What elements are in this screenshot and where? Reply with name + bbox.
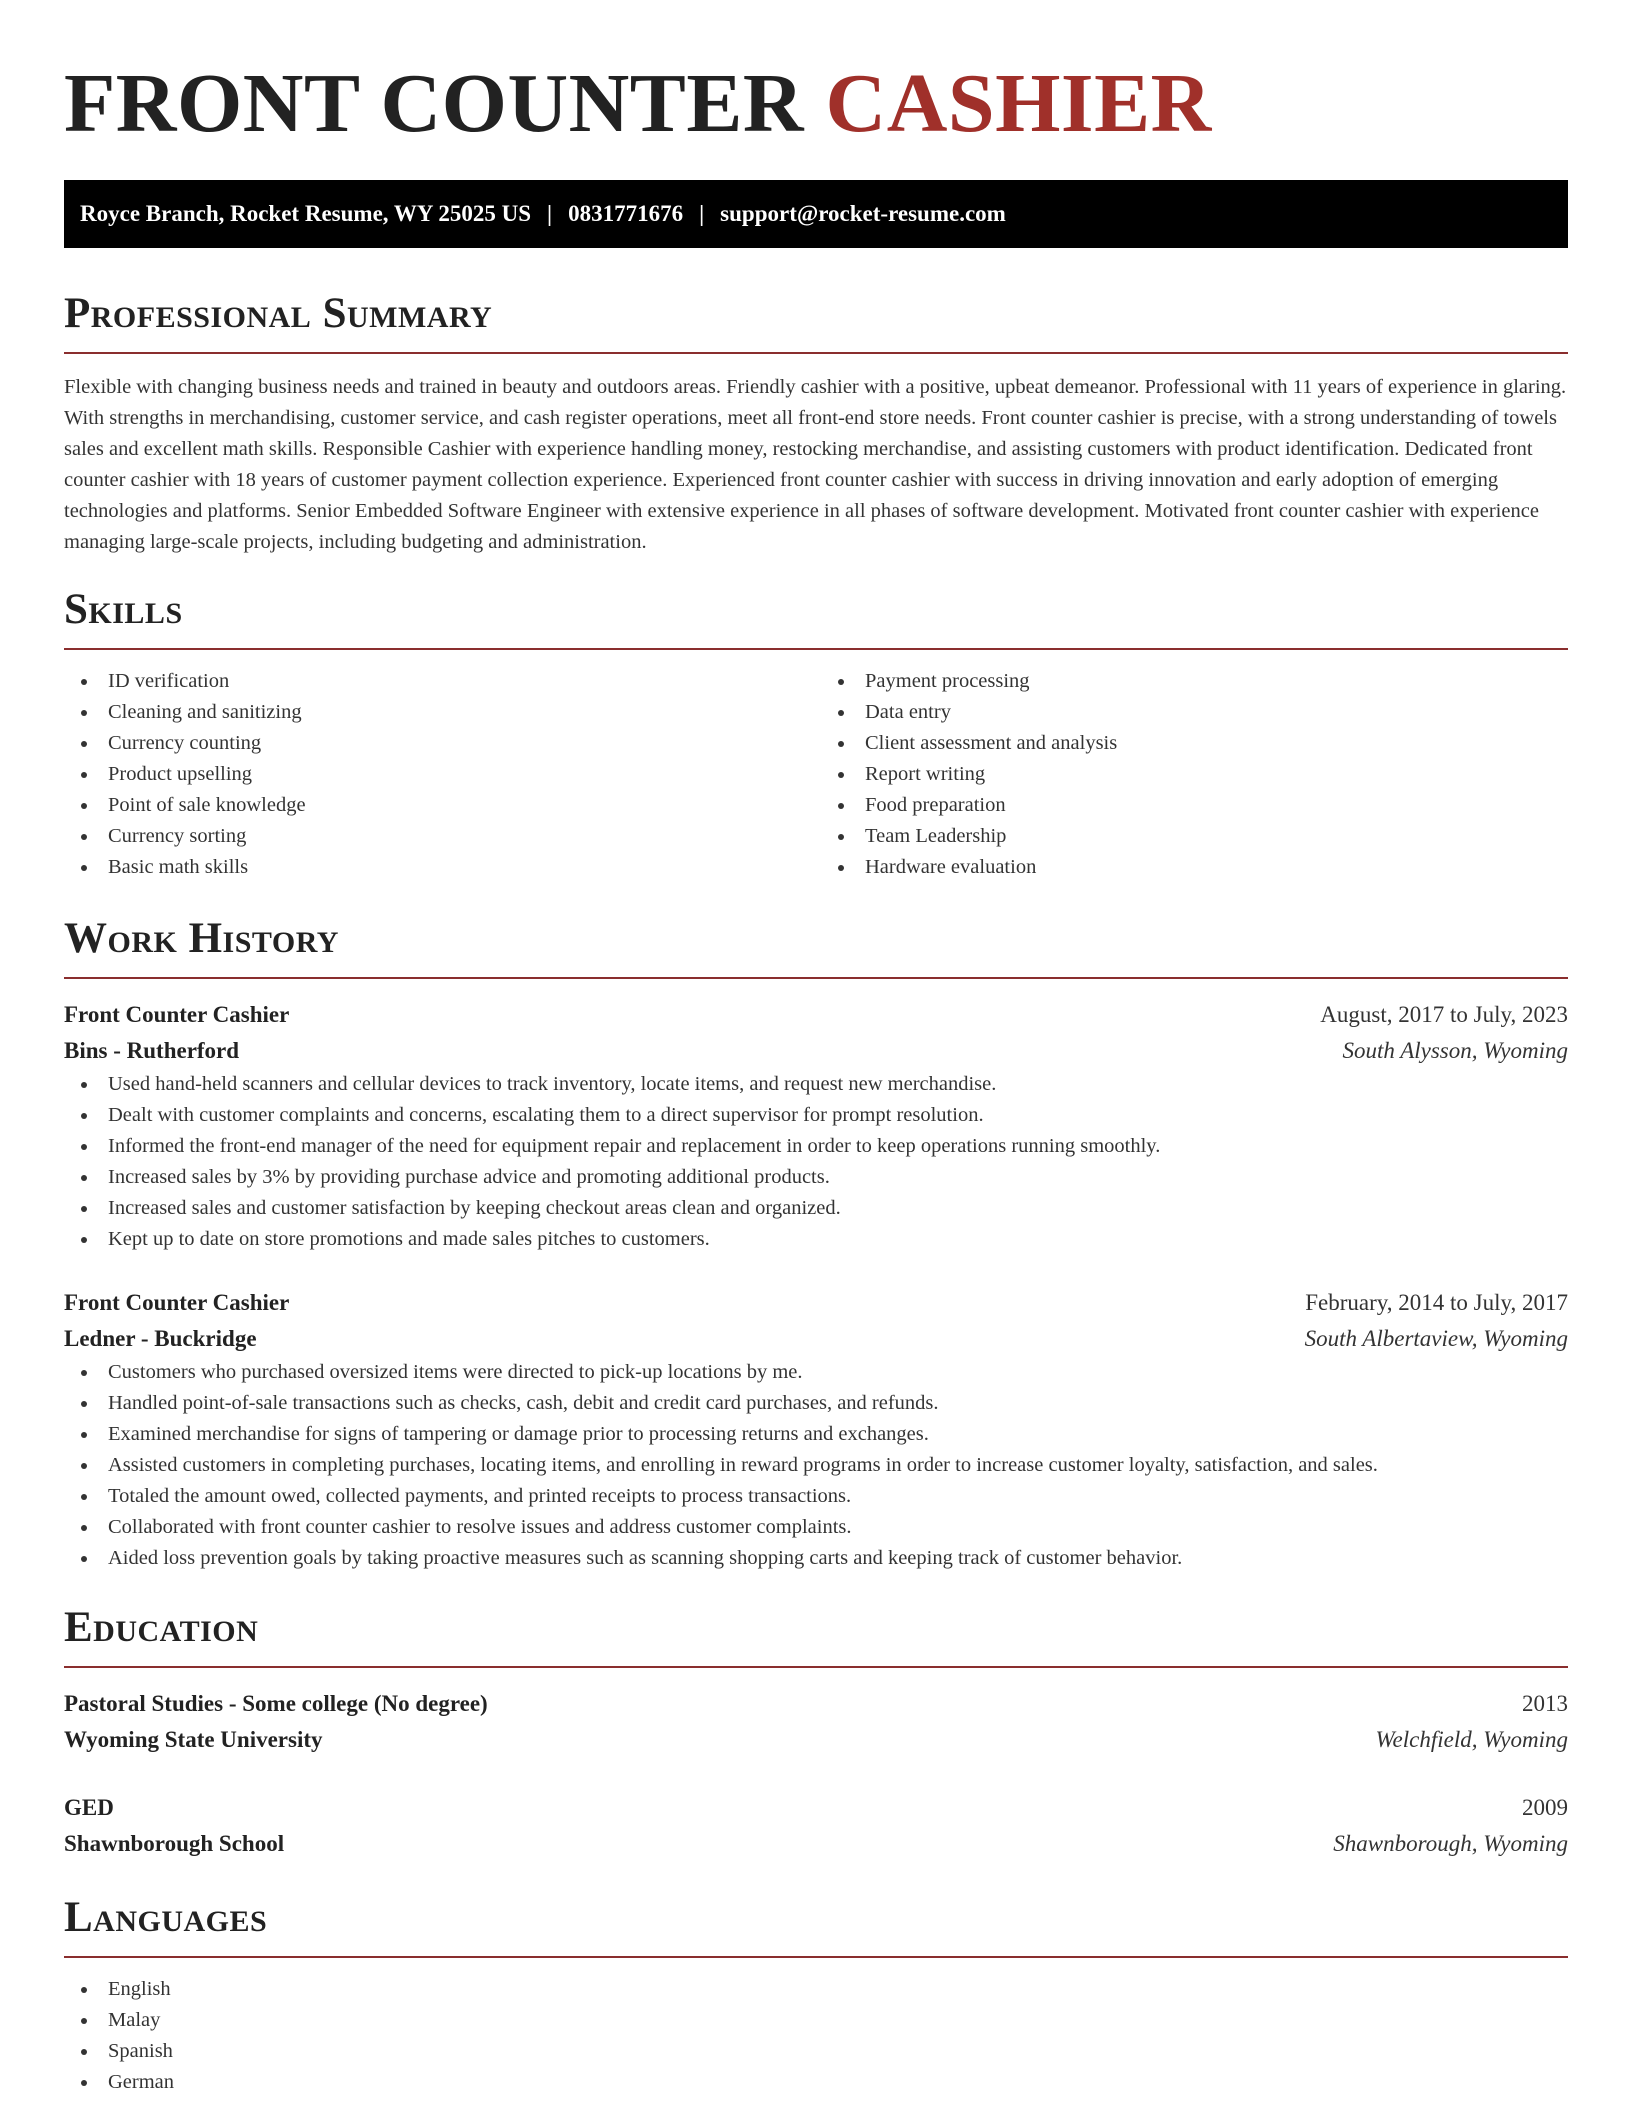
job-bullet: Assisted customers in completing purchases, locating items, and enrolling in reward programs in order to increase customer loyalty, satisfaction, and sales. — [64, 1450, 1568, 1481]
contact-address: Royce Branch, Rocket Resume, WY 25025 US — [80, 201, 532, 226]
skill-item: Cleaning and sanitizing — [64, 697, 811, 728]
education-degree: Pastoral Studies - Some college (No degree) — [64, 1691, 488, 1716]
job-bullet: Examined merchandise for signs of tampering or damage prior to processing returns and exchanges. — [64, 1419, 1568, 1450]
skills-section — [64, 584, 1568, 883]
job-company: Bins - Rutherford — [64, 1038, 240, 1063]
job-entry — [64, 997, 1568, 1255]
contact-separator: | — [547, 201, 553, 226]
education-year: 2009 — [1522, 1795, 1568, 1820]
skill-item: Data entry — [821, 697, 1568, 728]
job-location: South Alysson, Wyoming — [1342, 1038, 1568, 1063]
language-item: English — [64, 1974, 1568, 2005]
section-divider — [64, 1666, 1568, 1668]
job-location: South Albertaview, Wyoming — [1304, 1326, 1568, 1351]
skill-item: Currency sorting — [64, 821, 811, 852]
skill-item: Client assessment and analysis — [821, 728, 1568, 759]
skills-list-right — [811, 666, 1568, 883]
education-location: Welchfield, Wyoming — [1375, 1727, 1568, 1752]
contact-email[interactable]: support@rocket-resume.com — [720, 201, 1006, 226]
languages-section — [64, 1892, 1568, 2098]
section-divider — [64, 1956, 1568, 1958]
skills-list-left — [64, 666, 811, 883]
skill-item: Basic math skills — [64, 852, 811, 883]
contact-phone[interactable]: 0831771676 — [568, 201, 684, 226]
languages-list — [64, 1974, 1568, 2098]
skills-heading: Skills — [64, 586, 183, 633]
job-bullet: Totaled the amount owed, collected payments, and printed receipts to process transactions. — [64, 1481, 1568, 1512]
skill-item: Team Leadership — [821, 821, 1568, 852]
job-bullet: Informed the front-end manager of the need for equipment repair and replacement in order to keep operations running smoothly. — [64, 1131, 1568, 1162]
job-dates: February, 2014 to July, 2017 — [1305, 1290, 1568, 1315]
job-bullet: Used hand-held scanners and cellular devices to track inventory, locate items, and request new merchandise. — [64, 1069, 1568, 1100]
education-entry — [64, 1686, 1568, 1758]
skill-item: Product upselling — [64, 759, 811, 790]
section-divider — [64, 977, 1568, 979]
job-entry — [64, 1285, 1568, 1574]
job-header-row — [64, 997, 1568, 1033]
education-school-row — [64, 1722, 1568, 1758]
education-degree: GED — [64, 1795, 114, 1820]
education-year: 2013 — [1522, 1691, 1568, 1716]
job-bullet: Increased sales and customer satisfaction by keeping checkout areas clean and organized. — [64, 1193, 1568, 1224]
education-section — [64, 1602, 1568, 1862]
education-degree-row — [64, 1686, 1568, 1722]
resume-title — [64, 0, 1568, 150]
job-bullets — [64, 1069, 1568, 1255]
job-company: Ledner - Buckridge — [64, 1326, 257, 1351]
languages-heading: Languages — [64, 1894, 268, 1941]
education-degree-row — [64, 1790, 1568, 1826]
language-item: Malay — [64, 2005, 1568, 2036]
language-item: German — [64, 2067, 1568, 2098]
skill-item: Payment processing — [821, 666, 1568, 697]
education-school-row — [64, 1826, 1568, 1862]
job-company-row — [64, 1321, 1568, 1357]
skill-item: Hardware evaluation — [821, 852, 1568, 883]
job-bullet: Kept up to date on store promotions and made sales pitches to customers. — [64, 1224, 1568, 1255]
job-dates: August, 2017 to July, 2023 — [1320, 1002, 1568, 1027]
education-entry — [64, 1790, 1568, 1862]
section-divider — [64, 648, 1568, 650]
title-main: FRONT COUNTER — [64, 57, 805, 150]
skill-item: Point of sale knowledge — [64, 790, 811, 821]
work-heading: Work History — [64, 915, 339, 962]
job-bullet: Handled point-of-sale transactions such as checks, cash, debit and credit card purchases, and refunds. — [64, 1388, 1568, 1419]
summary-text: Flexible with changing business needs and trained in beauty and outdoors areas. Friendly cashier with a positive, upbeat demeanor. Professional with 11 years of experience in glaring. With strengths in merchandising, customer service, and cash register operations, meet all front-end store needs. Front counter cashier is precise, with a strong understanding of towels sales and excellent math skills. Responsible Cashier with experience handling money, restocking merchandise, and assisting customers with product identification. Dedicated front counter cashier with 18 years of customer payment collection experience. Experienced front counter cashier with success in driving innovation and early adoption of emerging technologies and platforms. Senior Embedded Software Engineer with extensive experience in all phases of software development. Motivated front counter cashier with experience managing large-scale projects, including budgeting and administration. — [64, 376, 1567, 553]
skill-item: Food preparation — [821, 790, 1568, 821]
job-title: Front Counter Cashier — [64, 1002, 290, 1027]
skill-item: Currency counting — [64, 728, 811, 759]
education-heading: Education — [64, 1604, 259, 1651]
education-location: Shawnborough, Wyoming — [1333, 1831, 1568, 1856]
job-company-row — [64, 1033, 1568, 1069]
job-header-row — [64, 1285, 1568, 1321]
work-section — [64, 913, 1568, 1574]
job-bullet: Increased sales by 3% by providing purchase advice and promoting additional products. — [64, 1162, 1568, 1193]
education-school: Wyoming State University — [64, 1727, 323, 1752]
job-bullet: Collaborated with front counter cashier to resolve issues and address customer complaints. — [64, 1512, 1568, 1543]
job-title: Front Counter Cashier — [64, 1290, 290, 1315]
summary-heading: Professional Summary — [64, 290, 493, 337]
skill-item: ID verification — [64, 666, 811, 697]
skill-item: Report writing — [821, 759, 1568, 790]
job-bullet: Aided loss prevention goals by taking proactive measures such as scanning shopping carts and keeping track of customer behavior. — [64, 1543, 1568, 1574]
contact-bar — [64, 180, 1568, 248]
job-bullet: Dealt with customer complaints and concerns, escalating them to a direct supervisor for prompt resolution. — [64, 1100, 1568, 1131]
title-accent: CASHIER — [825, 57, 1212, 150]
education-school: Shawnborough School — [64, 1831, 285, 1856]
job-bullets — [64, 1357, 1568, 1574]
language-item: Spanish — [64, 2036, 1568, 2067]
skills-grid — [64, 666, 1568, 883]
job-bullet: Customers who purchased oversized items were directed to pick-up locations by me. — [64, 1357, 1568, 1388]
section-divider — [64, 352, 1568, 354]
summary-section — [64, 288, 1568, 558]
contact-separator: | — [699, 201, 705, 226]
